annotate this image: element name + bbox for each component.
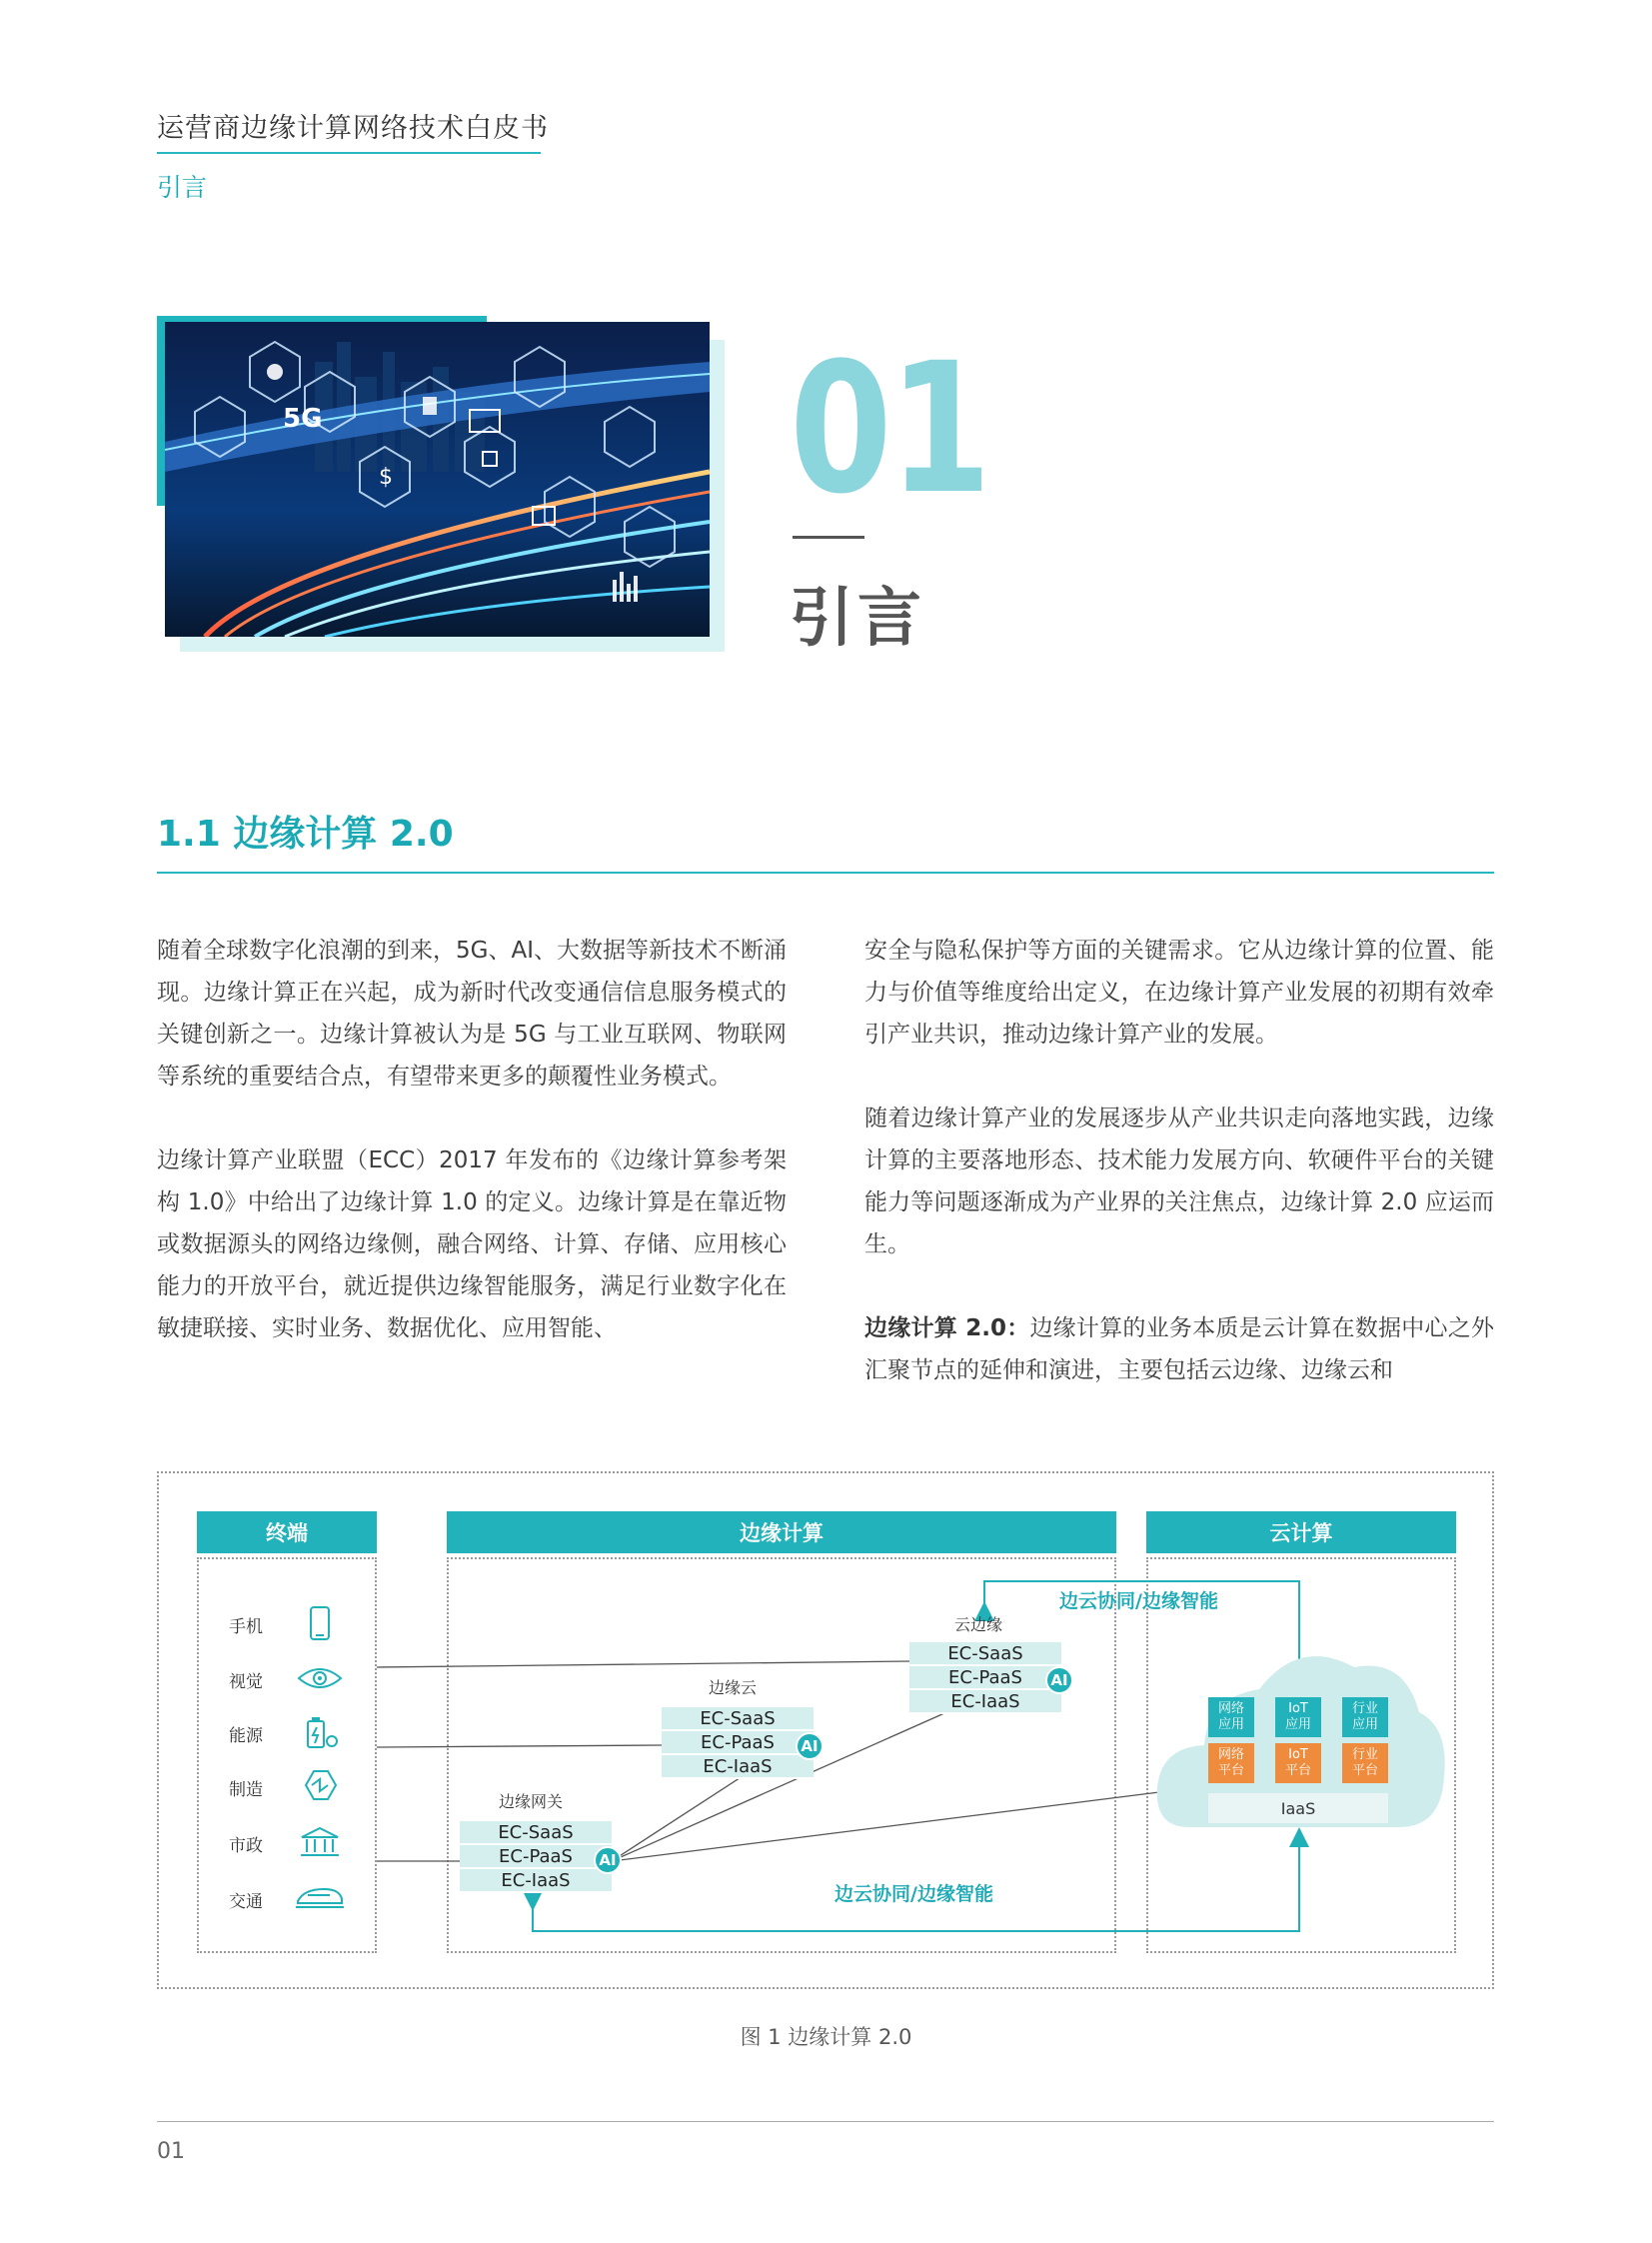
cloud-app-network: 网络 应用 xyxy=(1208,1697,1254,1737)
paragraph: 边缘计算产业联盟（ECC）2017 年发布的《边缘计算参考架构 1.0》中给出了边缘计算 1.0 的定义。边缘计算是在靠近物或数据源头的网络边缘侧，融合网络、计算、存储、应用核心能力的开放平台，就近提供边缘智能服务，满足行业数字化在敏捷联接、实时业务、数据优化、应用智能、 xyxy=(157,1147,787,1341)
phone-icon xyxy=(300,1605,340,1641)
header-terminal: 终端 xyxy=(197,1511,377,1553)
ai-badge: AI xyxy=(796,1732,824,1760)
stack-layer: EC-PaaS xyxy=(662,1731,814,1755)
definition-text: 边缘计算的业务本质是云计算在数据中心之外汇聚节点的延伸和演进，主要包括云边缘、边缘云和 xyxy=(864,1315,1494,1383)
cloud-platform-industry: 行业 平台 xyxy=(1342,1743,1388,1783)
edge-cloud-title: 边缘云 xyxy=(709,1678,758,1697)
sync-label-bottom: 边云协同/边缘智能 xyxy=(834,1883,993,1905)
eye-icon xyxy=(296,1663,344,1693)
sync-label-top: 边云协同/边缘智能 xyxy=(1059,1590,1218,1612)
stack-layer: EC-SaaS xyxy=(460,1821,612,1845)
battery-icon xyxy=(302,1715,342,1751)
figure-caption: 图 1 边缘计算 2.0 xyxy=(740,2025,912,2049)
header-edge-computing: 边缘计算 xyxy=(447,1511,1116,1553)
device-label-vision: 视觉 xyxy=(229,1672,263,1692)
edge-gateway-title: 边缘网关 xyxy=(499,1792,564,1811)
train-icon xyxy=(294,1883,346,1911)
cloud-edge-title: 云边缘 xyxy=(954,1615,1003,1634)
footer-divider xyxy=(157,2121,1494,2122)
ai-badge: AI xyxy=(594,1846,622,1874)
stack-layer: EC-IaaS xyxy=(460,1869,612,1893)
paragraph: 随着全球数字化浪潮的到来，5G、AI、大数据等新技术不断涌现。边缘计算正在兴起，成为新时代改变通信信息服务模式的关键创新之一。边缘计算被认为是 5G 与工业互联网、物联网等系统的重要结合点，有望带来更多的颠覆性业务模式。 xyxy=(157,938,787,1090)
definition-term: 边缘计算 2.0： xyxy=(864,1315,1030,1341)
cloud-app-iot: IoT 应用 xyxy=(1275,1697,1321,1737)
stack-layer: EC-IaaS xyxy=(909,1690,1061,1714)
hero-5g-badge: 5G xyxy=(283,404,323,434)
cloud-iaas: IaaS xyxy=(1208,1793,1388,1823)
cloud-app-industry: 行业 应用 xyxy=(1342,1697,1388,1737)
device-label-energy: 能源 xyxy=(229,1726,263,1746)
header-cloud-computing: 云计算 xyxy=(1146,1511,1456,1553)
stack-layer: EC-IaaS xyxy=(662,1755,814,1779)
paragraph: 随着边缘计算产业的发展逐步从产业共识走向落地实践，边缘计算的主要落地形态、技术能力发展方向、软硬件平台的关键能力等问题逐渐成为产业界的关注焦点，边缘计算 2.0 应运而生。 xyxy=(864,1106,1494,1257)
section-heading: 1.1 边缘计算 2.0 xyxy=(157,814,454,855)
document-title: 运营商边缘计算网络技术白皮书 xyxy=(157,113,549,144)
cloud-edge-stack xyxy=(909,1642,1061,1714)
device-label-municipal: 市政 xyxy=(229,1836,263,1856)
edge-gateway-stack xyxy=(460,1821,612,1893)
device-label-manufacturing: 制造 xyxy=(229,1780,263,1800)
edge-cloud-stack xyxy=(662,1707,814,1779)
cloud-platform-network: 网络 平台 xyxy=(1208,1743,1254,1783)
manufacturing-icon xyxy=(298,1767,342,1803)
building-icon xyxy=(298,1825,342,1859)
page-number: 01 xyxy=(157,2139,185,2164)
svg-text:$: $ xyxy=(379,465,393,490)
paragraph: 安全与隐私保护等方面的关键需求。它从边缘计算的位置、能力与价值等维度给出定义，在边缘计算产业发展的初期有效牵引产业共识，推动边缘计算产业的发展。 xyxy=(864,938,1494,1048)
device-label-transport: 交通 xyxy=(229,1892,263,1912)
stack-layer: EC-SaaS xyxy=(662,1707,814,1731)
stack-layer: EC-PaaS xyxy=(909,1666,1061,1690)
chapter-title: 引言 xyxy=(790,582,925,656)
section-breadcrumb: 引言 xyxy=(157,173,208,202)
cloud-services xyxy=(1208,1697,1388,1823)
chapter-number: 01 xyxy=(790,325,988,534)
device-label-phone: 手机 xyxy=(229,1617,263,1637)
stack-layer: EC-SaaS xyxy=(909,1642,1061,1666)
ai-badge: AI xyxy=(1045,1666,1073,1694)
cloud-platform-iot: IoT 平台 xyxy=(1275,1743,1321,1783)
stack-layer: EC-PaaS xyxy=(460,1845,612,1869)
